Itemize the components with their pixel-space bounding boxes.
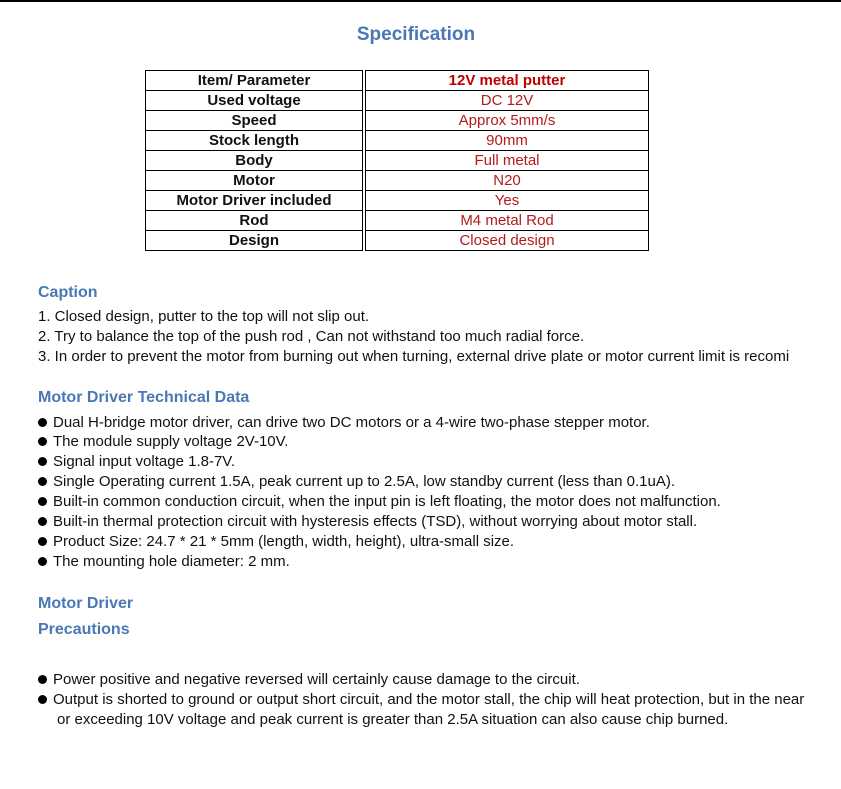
table-cell-value: Full metal <box>365 151 649 171</box>
table-cell-value: 90mm <box>365 131 649 151</box>
precaution-item <box>38 671 580 688</box>
table-cell-param: Stock length <box>145 131 363 151</box>
table-cell-param: Motor <box>145 171 363 191</box>
bullet-icon <box>38 557 47 566</box>
bullet-icon <box>38 675 47 684</box>
table-cell-value: N20 <box>365 171 649 191</box>
driver-data-text: Built-in thermal protection circuit with hysteresis effects (TSD), without worrying about motor stall. <box>53 513 698 530</box>
driver-data-text: The module supply voltage 2V-10V. <box>53 433 289 450</box>
driver-data-item <box>38 513 697 530</box>
table-row <box>145 91 649 111</box>
caption-line: 3. In order to prevent the motor from burning out when turning, external drive plate or motor current limit is recomi <box>38 348 790 365</box>
table-cell-value: Yes <box>365 191 649 211</box>
precaution-continuation: or exceeding 10V voltage and peak current is greater than 2.5A situation can also cause chip burned. <box>57 711 729 728</box>
table-row <box>145 211 649 231</box>
bullet-icon <box>38 437 47 446</box>
driver-data-item <box>38 493 721 510</box>
caption-line: 1. Closed design, putter to the top will not slip out. <box>38 308 370 325</box>
driver-data-text: Built-in common conduction circuit, when the input pin is left floating, the motor does not malfunction. <box>53 493 721 510</box>
driver-data-item <box>38 433 288 450</box>
precautions-heading-line2: Precautions <box>38 621 130 638</box>
driver-data-text: Single Operating current 1.5A, peak current up to 2.5A, low standby current (less than 0.1uA). <box>53 473 676 490</box>
table-cell-param: Speed <box>145 111 363 131</box>
table-cell-param: Rod <box>145 211 363 231</box>
table-header-row <box>145 70 649 91</box>
bullet-icon <box>38 517 47 526</box>
table-cell-value: 12V metal putter <box>365 70 649 91</box>
table-cell-value: Closed design <box>365 231 649 251</box>
driver-data-item <box>38 473 675 490</box>
driver-data-item <box>38 553 290 570</box>
bullet-icon <box>38 497 47 506</box>
driver-data-item <box>38 414 650 431</box>
driver-data-text: Product Size: 24.7 * 21 * 5mm (length, width, height), ultra-small size. <box>53 533 515 550</box>
table-row <box>145 231 649 251</box>
bullet-icon <box>38 457 47 466</box>
driver-data-text: The mounting hole diameter: 2 mm. <box>53 553 290 570</box>
table-row <box>145 151 649 171</box>
driver-data-text: Signal input voltage 1.8-7V. <box>53 453 236 470</box>
table-cell-param: Item/ Parameter <box>145 70 363 91</box>
table-row <box>145 171 649 191</box>
bullet-icon <box>38 537 47 546</box>
precaution-text: Power positive and negative reversed will certainly cause damage to the circuit. <box>53 671 580 688</box>
table-cell-value: Approx 5mm/s <box>365 111 649 131</box>
table-cell-param: Used voltage <box>145 91 363 111</box>
table-cell-param: Motor Driver included <box>145 191 363 211</box>
driver-data-text: Dual H-bridge motor driver, can drive two DC motors or a 4-wire two-phase stepper motor. <box>53 414 650 431</box>
driver-data-item <box>38 533 514 550</box>
table-cell-param: Design <box>145 231 363 251</box>
specification-table <box>145 70 649 251</box>
table-row <box>145 131 649 151</box>
table-row <box>145 191 649 211</box>
caption-heading: Caption <box>38 284 98 301</box>
precaution-text: Output is shorted to ground or output short circuit, and the motor stall, the chip will heat protection, but in the near <box>53 691 805 708</box>
bullet-icon <box>38 477 47 486</box>
bullet-icon <box>38 418 47 427</box>
table-cell-value: M4 metal Rod <box>365 211 649 231</box>
precaution-item <box>38 691 828 708</box>
page-title: Specification <box>356 24 476 45</box>
table-cell-value: DC 12V <box>365 91 649 111</box>
table-cell-param: Body <box>145 151 363 171</box>
bullet-icon <box>38 695 47 704</box>
driver-data-item <box>38 453 235 470</box>
top-border-line <box>0 0 841 2</box>
table-row <box>145 111 649 131</box>
caption-line: 2. Try to balance the top of the push rod , Can not withstand too much radial force. <box>38 328 585 345</box>
driver-data-heading: Motor Driver Technical Data <box>38 389 250 406</box>
precautions-heading-line1: Motor Driver <box>38 595 134 612</box>
